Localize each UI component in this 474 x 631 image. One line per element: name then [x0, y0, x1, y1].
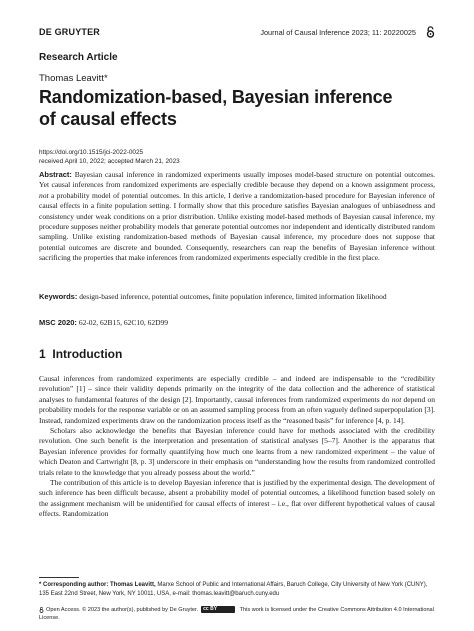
- section-heading: [39, 347, 122, 361]
- license-notice: [39, 606, 435, 622]
- author-name: Thomas Leavitt*: [39, 73, 108, 84]
- msc-text: 62-02, 62B15, 62C10, 62D99: [76, 318, 168, 327]
- msc-codes: [39, 318, 168, 328]
- abstract-text-2: a probability model of potential outcomes. In this article, I derive a randomization-based procedure for Bayesian inference of causal effects in a finite population setting. I formally show that this procedure satisfies Bayesian analogues of unbiasedness and consistency under weak conditions on a prior distribution. Unlike existing model-based methods of Bayesian causal inference, my procedure supposes neither probability models that generate potential outcomes nor independent and identically distributed random sampling. Unlike existing randomization-based methods of Bayesian causal inference, my procedure does not suppose that potential outcomes are discrete and bounded. Consequently, researchers can reap the benefits of Bayesian inference without sacrificing the properties that make inferences from randomized experiments especially credible in the first place.: [39, 190, 435, 263]
- paragraph-1-text-a: Causal inferences from randomized experiments are especially credible – and indeed are indispensable to the “credibility revolution” [1] – since their validity depends primarily on the integrity of the data collection and the adherence of statistical analyses to fundamental features of the design [2]. Importantly, causal inferences from randomized experiments do: [39, 374, 435, 404]
- page-header: [39, 25, 435, 39]
- cc-badge-label: cc BY: [203, 606, 218, 613]
- article-title: Randomization-based, Bayesian inference of causal effects: [39, 87, 393, 129]
- journal-citation: Journal of Causal Inference 2023; 11: 20220025: [260, 27, 416, 37]
- keywords-text: design-based inference, potential outcomes, finite population inference, limited information likelihood: [77, 292, 387, 301]
- section-title: Introduction: [52, 347, 123, 361]
- paragraph-2: Scholars also acknowledge the benefits that Bayesian inference could have for methods associated with the credibility revolution. One such benefit is the interpretation and presentation of statistical analyses [5–7]. Another is the apparatus that Bayesian inference provides for formally quantifying how much one learns from a new randomized experiment – the value of which Deaton and Cartwright [8, p. 3] underscore in their emphasis on “understanding how the results from randomized controlled trials relate to the knowledge that you already possess about the world.”: [39, 426, 435, 477]
- article-meta: [39, 148, 180, 166]
- doi-link[interactable]: https://doi.org/10.1515/jci-2022-0025: [39, 149, 144, 156]
- paragraph-1: [39, 374, 435, 426]
- cc-by-badge-icon[interactable]: [201, 606, 235, 613]
- license-prefix: Open Access. © 2023 the author(s), published by De Gruyter.: [46, 607, 199, 613]
- footnote-label: * Corresponding author: Thomas Leavitt,: [39, 582, 156, 588]
- section-number: 1: [39, 347, 46, 361]
- keywords: [39, 292, 435, 302]
- abstract-text-1: Bayesian causal inference in randomized experiments usually imposes model-based structure on potential outcomes. Yet causal inferences from randomized experiments are especially credible because they depend on a known assignment process,: [39, 170, 435, 190]
- article-type: Research Article: [39, 52, 118, 63]
- abstract-label: Abstract:: [39, 170, 72, 179]
- body-text: [39, 374, 435, 520]
- corresponding-author-footnote: [39, 581, 435, 598]
- paragraph-3: The contribution of this article is to develop Bayesian inference that is justified by the experimental design. The development of such inference has been difficult because, absent a probability model of potential outcomes, a likelihood function based solely on the assignment mechanism will be unidentified for causal effects of interest – i.e., flat over different hypothetical values of causal effects. Randomization: [39, 478, 435, 519]
- paragraph-1-emphasis: not: [391, 394, 402, 404]
- open-access-lock-icon: [39, 607, 44, 613]
- footnote-text: Marxe School of Public and International Affairs, Baruch College, City University of New York (CUNY), 135 East 22nd Street, New York, NY 10011, USA, e-mail: thomas.leavitt@baruch.cuny.edu: [39, 582, 428, 597]
- abstract: [39, 170, 435, 264]
- publisher-brand: DE GRUYTER: [39, 27, 101, 37]
- msc-label: MSC 2020:: [39, 318, 77, 327]
- abstract-emphasis: not: [39, 190, 49, 200]
- open-access-lock-icon: [426, 26, 435, 38]
- footnote-divider: [39, 577, 79, 578]
- license-suffix: This work is licensed under the Creative Commons Attribution 4.0 International License.: [39, 607, 434, 621]
- keywords-label: Keywords:: [39, 292, 78, 301]
- received-accepted-dates: received April 10, 2022; accepted March 21, 2023: [39, 158, 180, 165]
- paragraph-1-text-b: depend on probability models for the response variable or on an assumed sampling process from an often vaguely defined superpopulation [3]. Instead, randomized experiments draw on the randomization process itself as the “reasoned basis” for inference [4, p. 14].: [39, 394, 435, 425]
